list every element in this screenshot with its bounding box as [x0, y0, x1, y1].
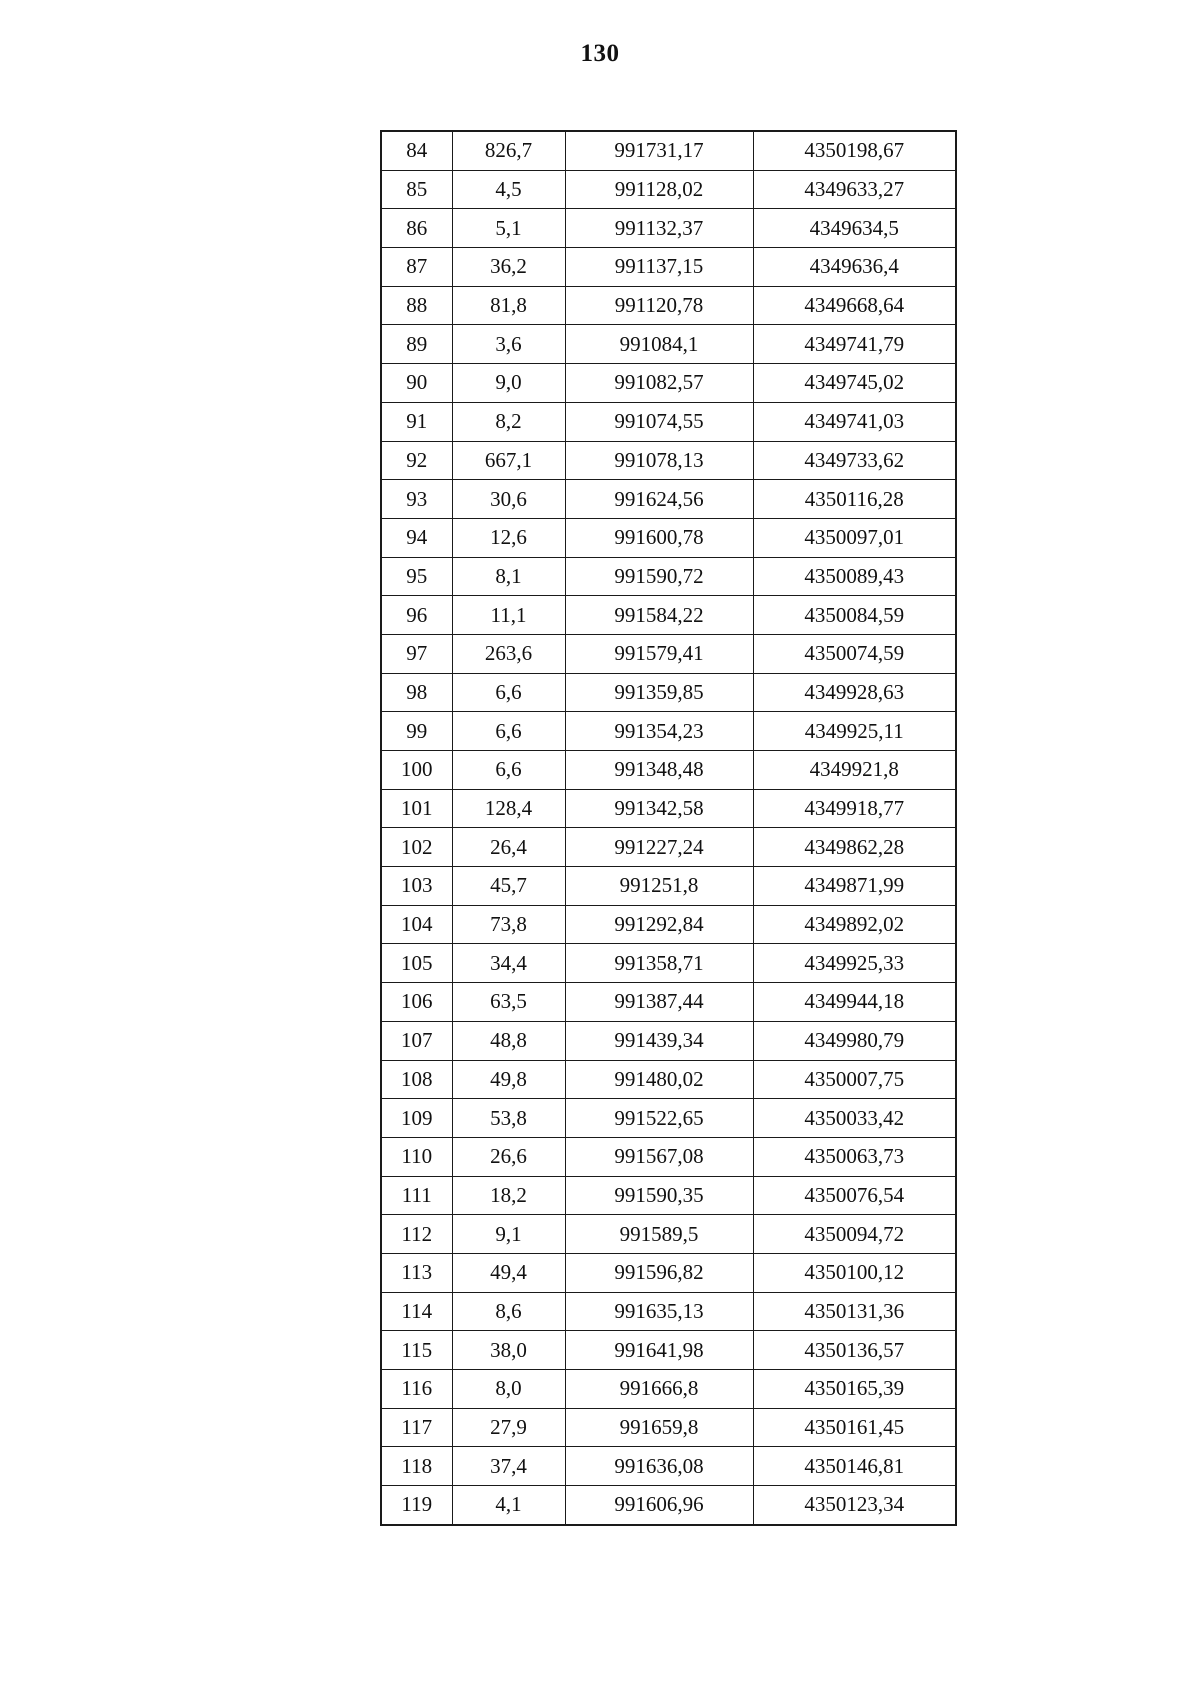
table-row [381, 1215, 956, 1254]
y-coordinate-cell: 4350136,57 [753, 1331, 956, 1370]
x-coordinate-cell: 991731,17 [565, 131, 753, 170]
table-row [381, 1253, 956, 1292]
y-coordinate-cell: 4350074,59 [753, 634, 956, 673]
x-coordinate-cell: 991354,23 [565, 712, 753, 751]
table-row [381, 1099, 956, 1138]
length-cell: 48,8 [452, 1021, 565, 1060]
length-cell: 6,6 [452, 712, 565, 751]
table-row [381, 518, 956, 557]
table-row [381, 1292, 956, 1331]
x-coordinate-cell: 991666,8 [565, 1370, 753, 1409]
point-number-cell: 94 [381, 518, 452, 557]
table-row [381, 828, 956, 867]
point-number-cell: 97 [381, 634, 452, 673]
length-cell: 53,8 [452, 1099, 565, 1138]
point-number-cell: 110 [381, 1137, 452, 1176]
table-body [381, 131, 956, 1525]
length-cell: 38,0 [452, 1331, 565, 1370]
length-cell: 63,5 [452, 983, 565, 1022]
point-number-cell: 119 [381, 1486, 452, 1525]
x-coordinate-cell: 991439,34 [565, 1021, 753, 1060]
y-coordinate-cell: 4350084,59 [753, 596, 956, 635]
point-number-cell: 114 [381, 1292, 452, 1331]
length-cell: 45,7 [452, 867, 565, 906]
table-row [381, 1060, 956, 1099]
length-cell: 49,8 [452, 1060, 565, 1099]
y-coordinate-cell: 4349892,02 [753, 905, 956, 944]
y-coordinate-cell: 4350063,73 [753, 1137, 956, 1176]
x-coordinate-cell: 991074,55 [565, 402, 753, 441]
x-coordinate-cell: 991596,82 [565, 1253, 753, 1292]
y-coordinate-cell: 4350089,43 [753, 557, 956, 596]
length-cell: 5,1 [452, 209, 565, 248]
x-coordinate-cell: 991606,96 [565, 1486, 753, 1525]
point-number-cell: 98 [381, 673, 452, 712]
table-row [381, 557, 956, 596]
y-coordinate-cell: 4349634,5 [753, 209, 956, 248]
table-row [381, 286, 956, 325]
x-coordinate-cell: 991342,58 [565, 789, 753, 828]
table-row [381, 248, 956, 287]
y-coordinate-cell: 4350146,81 [753, 1447, 956, 1486]
y-coordinate-cell: 4350076,54 [753, 1176, 956, 1215]
y-coordinate-cell: 4349944,18 [753, 983, 956, 1022]
point-number-cell: 95 [381, 557, 452, 596]
x-coordinate-cell: 991137,15 [565, 248, 753, 287]
table-row [381, 751, 956, 790]
x-coordinate-cell: 991251,8 [565, 867, 753, 906]
point-number-cell: 108 [381, 1060, 452, 1099]
table-row [381, 1137, 956, 1176]
point-number-cell: 107 [381, 1021, 452, 1060]
point-number-cell: 102 [381, 828, 452, 867]
x-coordinate-cell: 991579,41 [565, 634, 753, 673]
table-row [381, 1331, 956, 1370]
y-coordinate-cell: 4349741,79 [753, 325, 956, 364]
point-number-cell: 112 [381, 1215, 452, 1254]
point-number-cell: 113 [381, 1253, 452, 1292]
y-coordinate-cell: 4350033,42 [753, 1099, 956, 1138]
length-cell: 667,1 [452, 441, 565, 480]
length-cell: 34,4 [452, 944, 565, 983]
length-cell: 3,6 [452, 325, 565, 364]
point-number-cell: 89 [381, 325, 452, 364]
point-number-cell: 93 [381, 480, 452, 519]
x-coordinate-cell: 991348,48 [565, 751, 753, 790]
x-coordinate-cell: 991359,85 [565, 673, 753, 712]
point-number-cell: 115 [381, 1331, 452, 1370]
x-coordinate-cell: 991567,08 [565, 1137, 753, 1176]
x-coordinate-cell: 991120,78 [565, 286, 753, 325]
length-cell: 9,1 [452, 1215, 565, 1254]
length-cell: 263,6 [452, 634, 565, 673]
x-coordinate-cell: 991590,35 [565, 1176, 753, 1215]
point-number-cell: 118 [381, 1447, 452, 1486]
point-number-cell: 100 [381, 751, 452, 790]
y-coordinate-cell: 4349668,64 [753, 286, 956, 325]
table-row [381, 325, 956, 364]
point-number-cell: 86 [381, 209, 452, 248]
length-cell: 8,0 [452, 1370, 565, 1409]
x-coordinate-cell: 991624,56 [565, 480, 753, 519]
length-cell: 37,4 [452, 1447, 565, 1486]
y-coordinate-cell: 4349733,62 [753, 441, 956, 480]
length-cell: 27,9 [452, 1408, 565, 1447]
point-number-cell: 116 [381, 1370, 452, 1409]
table-row [381, 1021, 956, 1060]
x-coordinate-cell: 991522,65 [565, 1099, 753, 1138]
y-coordinate-cell: 4349921,8 [753, 751, 956, 790]
x-coordinate-cell: 991641,98 [565, 1331, 753, 1370]
y-coordinate-cell: 4349925,11 [753, 712, 956, 751]
point-number-cell: 103 [381, 867, 452, 906]
x-coordinate-cell: 991132,37 [565, 209, 753, 248]
length-cell: 12,6 [452, 518, 565, 557]
point-number-cell: 90 [381, 364, 452, 403]
x-coordinate-cell: 991635,13 [565, 1292, 753, 1331]
y-coordinate-cell: 4349862,28 [753, 828, 956, 867]
y-coordinate-cell: 4350094,72 [753, 1215, 956, 1254]
length-cell: 73,8 [452, 905, 565, 944]
point-number-cell: 91 [381, 402, 452, 441]
table-row [381, 712, 956, 751]
y-coordinate-cell: 4349980,79 [753, 1021, 956, 1060]
x-coordinate-cell: 991227,24 [565, 828, 753, 867]
point-number-cell: 109 [381, 1099, 452, 1138]
y-coordinate-cell: 4349925,33 [753, 944, 956, 983]
length-cell: 826,7 [452, 131, 565, 170]
length-cell: 11,1 [452, 596, 565, 635]
table-row [381, 867, 956, 906]
point-number-cell: 105 [381, 944, 452, 983]
y-coordinate-cell: 4349918,77 [753, 789, 956, 828]
length-cell: 8,2 [452, 402, 565, 441]
point-number-cell: 104 [381, 905, 452, 944]
length-cell: 49,4 [452, 1253, 565, 1292]
x-coordinate-cell: 991387,44 [565, 983, 753, 1022]
x-coordinate-cell: 991590,72 [565, 557, 753, 596]
length-cell: 81,8 [452, 286, 565, 325]
table-row [381, 983, 956, 1022]
table-row [381, 170, 956, 209]
x-coordinate-cell: 991084,1 [565, 325, 753, 364]
x-coordinate-cell: 991082,57 [565, 364, 753, 403]
point-number-cell: 92 [381, 441, 452, 480]
table-row [381, 673, 956, 712]
length-cell: 8,6 [452, 1292, 565, 1331]
y-coordinate-cell: 4350116,28 [753, 480, 956, 519]
x-coordinate-cell: 991358,71 [565, 944, 753, 983]
y-coordinate-cell: 4349928,63 [753, 673, 956, 712]
table-row [381, 480, 956, 519]
x-coordinate-cell: 991659,8 [565, 1408, 753, 1447]
length-cell: 8,1 [452, 557, 565, 596]
length-cell: 6,6 [452, 751, 565, 790]
table-row [381, 1176, 956, 1215]
length-cell: 18,2 [452, 1176, 565, 1215]
x-coordinate-cell: 991480,02 [565, 1060, 753, 1099]
x-coordinate-cell: 991589,5 [565, 1215, 753, 1254]
y-coordinate-cell: 4350131,36 [753, 1292, 956, 1331]
table-row [381, 364, 956, 403]
table-row [381, 944, 956, 983]
table-row [381, 1408, 956, 1447]
point-number-cell: 99 [381, 712, 452, 751]
length-cell: 30,6 [452, 480, 565, 519]
x-coordinate-cell: 991292,84 [565, 905, 753, 944]
point-number-cell: 106 [381, 983, 452, 1022]
table-row [381, 905, 956, 944]
table-row [381, 1447, 956, 1486]
table-row [381, 789, 956, 828]
table-row [381, 441, 956, 480]
x-coordinate-cell: 991584,22 [565, 596, 753, 635]
y-coordinate-cell: 4349745,02 [753, 364, 956, 403]
y-coordinate-cell: 4350100,12 [753, 1253, 956, 1292]
y-coordinate-cell: 4350161,45 [753, 1408, 956, 1447]
length-cell: 26,4 [452, 828, 565, 867]
x-coordinate-cell: 991078,13 [565, 441, 753, 480]
point-number-cell: 101 [381, 789, 452, 828]
y-coordinate-cell: 4350198,67 [753, 131, 956, 170]
point-number-cell: 88 [381, 286, 452, 325]
length-cell: 6,6 [452, 673, 565, 712]
y-coordinate-cell: 4349636,4 [753, 248, 956, 287]
x-coordinate-cell: 991600,78 [565, 518, 753, 557]
point-number-cell: 87 [381, 248, 452, 287]
table-row [381, 209, 956, 248]
y-coordinate-cell: 4349871,99 [753, 867, 956, 906]
length-cell: 4,1 [452, 1486, 565, 1525]
y-coordinate-cell: 4350123,34 [753, 1486, 956, 1525]
table-row [381, 402, 956, 441]
point-number-cell: 111 [381, 1176, 452, 1215]
point-number-cell: 84 [381, 131, 452, 170]
table-row [381, 1370, 956, 1409]
table-row [381, 596, 956, 635]
table-row [381, 1486, 956, 1525]
point-number-cell: 117 [381, 1408, 452, 1447]
point-number-cell: 85 [381, 170, 452, 209]
length-cell: 9,0 [452, 364, 565, 403]
page-number: 130 [580, 40, 620, 67]
table-row [381, 634, 956, 673]
y-coordinate-cell: 4350165,39 [753, 1370, 956, 1409]
table-row [381, 131, 956, 170]
length-cell: 26,6 [452, 1137, 565, 1176]
coordinates-table [380, 130, 957, 1526]
y-coordinate-cell: 4350097,01 [753, 518, 956, 557]
x-coordinate-cell: 991636,08 [565, 1447, 753, 1486]
point-number-cell: 96 [381, 596, 452, 635]
y-coordinate-cell: 4349741,03 [753, 402, 956, 441]
y-coordinate-cell: 4349633,27 [753, 170, 956, 209]
x-coordinate-cell: 991128,02 [565, 170, 753, 209]
length-cell: 4,5 [452, 170, 565, 209]
length-cell: 36,2 [452, 248, 565, 287]
length-cell: 128,4 [452, 789, 565, 828]
y-coordinate-cell: 4350007,75 [753, 1060, 956, 1099]
